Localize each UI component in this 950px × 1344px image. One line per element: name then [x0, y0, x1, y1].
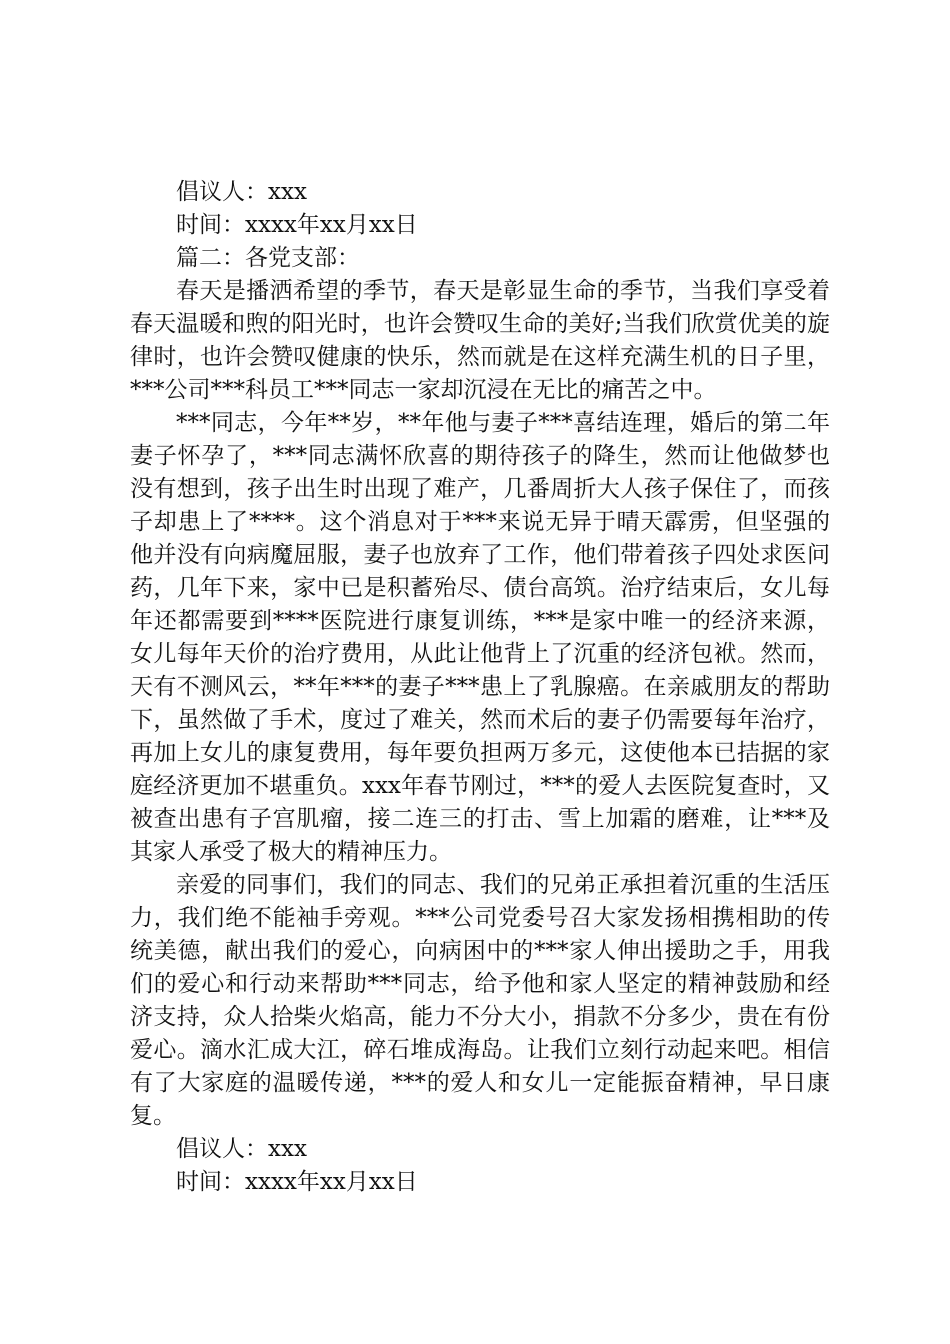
document-body [130, 176, 830, 1199]
top-date-line: 时间：xxxx年xx月xx日 [176, 212, 418, 238]
paragraph-spring: 春天是播洒希望的季节，春天是彰显生命的季节，当我们享受着春天温暖和煦的阳光时，也许会赞叹生命的美好;当我们欣赏优美的旋律时，也许会赞叹健康的快乐，然而就是在这样充满生机的日子里，***公司***科员工***同志一家却沉浸在无比的痛苦之中。 [130, 278, 830, 403]
bottom-date-line: 时间：xxxx年xx月xx日 [176, 1169, 418, 1195]
bottom-proposer-line: 倡议人：xxx [176, 1136, 307, 1162]
top-proposer-line: 倡议人：xxx [176, 179, 307, 205]
paragraph-appeal: 亲爱的同事们，我们的同志、我们的兄弟正承担着沉重的生活压力，我们绝不能袖手旁观。***公司党委号召大家发扬相携相助的传统美德，献出我们的爱心，向病困中的***家人伸出援助之手，用我们的爱心和行动来帮助***同志，给予他和家人坚定的精神鼓励和经济支持，众人拾柴火焰高，能力不分大小，捐款不分多少，贵在有份爱心。滴水汇成大江，碎石堆成海岛。让我们立刻行动起来吧。相信有了大家庭的温暖传递，***的爱人和女儿一定能振奋精神，早日康复。 [130, 872, 830, 1129]
section-heading: 篇二：各党支部： [176, 245, 360, 271]
paragraph-family-story: ***同志，今年**岁，**年他与妻子***喜结连理，婚后的第二年妻子怀孕了，***同志满怀欣喜的期待孩子的降生，然而让他做梦也没有想到，孩子出生时出现了难产，几番周折大人孩子保住了，而孩子却患上了****。这个消息对于***来说无异于晴天霹雳，但坚强的他并没有向病魔屈服，妻子也放弃了工作，他们带着孩子四处求医问药，几年下来，家中已是积蓄殆尽、债台高筑。治疗结束后，女儿每年还都需要到****医院进行康复训练，***是家中唯一的经济来源，女儿每年天价的治疗费用，从此让他背上了沉重的经济包袱。然而，天有不测风云，**年***的妻子***患上了乳腺癌。在亲戚朋友的帮助下，虽然做了手术，度过了难关，然而术后的妻子仍需要每年治疗，再加上女儿的康复费用，每年要负担两万多元，这使他本已拮据的家庭经济更加不堪重负。xxx年春节刚过，***的爱人去医院复查时，又被查出患有子宫肌瘤，接二连三的打击、雪上加霜的磨难，让***及其家人承受了极大的精神压力。 [130, 410, 830, 865]
